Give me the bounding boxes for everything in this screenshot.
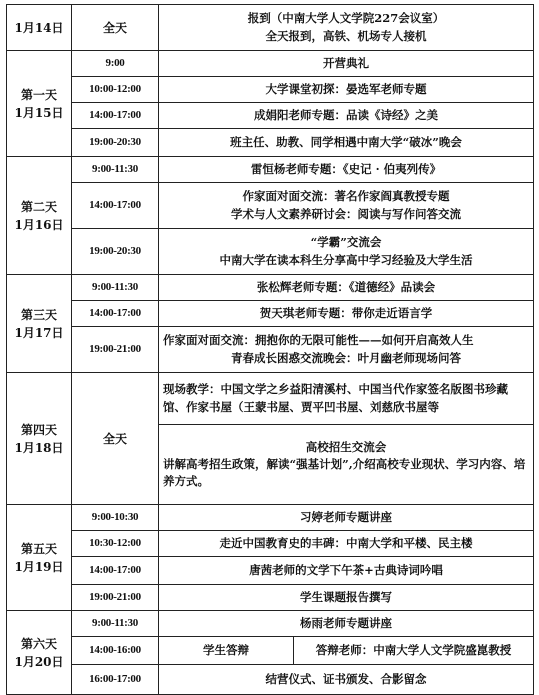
time-cell: 9:00-11:30 [72, 275, 159, 301]
schedule-row [7, 275, 534, 301]
time-cell: 19:00-20:30 [72, 129, 159, 157]
activity-line: 大学课堂初探：晏选军老师专题 [265, 81, 427, 96]
time-cell: 14:00-17:00 [72, 301, 159, 327]
schedule-row [7, 585, 534, 611]
schedule-row [7, 637, 534, 665]
day-cell [7, 611, 72, 695]
activity-cell [159, 557, 534, 585]
activity-cell [159, 505, 534, 531]
activity-cell [159, 77, 534, 103]
activity-cell [159, 275, 534, 301]
day-name: 第一天 [20, 87, 57, 102]
activity-line: 走近中国教育史的丰碑：中南大学和平楼、民主楼 [219, 535, 473, 550]
schedule-row [7, 229, 534, 275]
day-cell [7, 505, 72, 611]
schedule-row [7, 611, 534, 637]
time-cell: 19:00-20:30 [72, 229, 159, 275]
day-cell [7, 275, 72, 373]
schedule-row [7, 157, 534, 183]
day-name: 第四天 [20, 422, 57, 437]
day-cell [7, 5, 72, 51]
time-cell: 14:00-17:00 [72, 103, 159, 129]
activity-cell [159, 665, 534, 695]
activity-line: 习婷老师专题讲座 [300, 509, 392, 524]
time-cell: 14:00-17:00 [72, 557, 159, 585]
activity-line: 张松辉老师专题：《道德经》品读会 [256, 279, 436, 294]
time-cell: 9:00-11:30 [72, 157, 159, 183]
activity-line: 高校招生交流会 [305, 439, 387, 454]
activity-cell [159, 103, 534, 129]
day-date: 1月16日 [14, 217, 64, 232]
time-cell: 19:00-21:00 [72, 327, 159, 373]
activity-cell [159, 373, 534, 425]
schedule-row [7, 665, 534, 695]
day-name: 第六天 [20, 636, 57, 651]
schedule-row [7, 505, 534, 531]
day-date: 1月18日 [14, 440, 64, 455]
day-name: 第三天 [20, 307, 57, 322]
activity-cell-left: 学生答辩 [159, 637, 294, 665]
schedule-row [7, 373, 534, 425]
schedule-row [7, 557, 534, 585]
activity-cell [159, 157, 534, 183]
day-name: 第五天 [20, 541, 57, 556]
activity-line: 全天报到，高铁、机场专人接机 [265, 28, 427, 43]
schedule-row [7, 5, 534, 51]
schedule-row [7, 129, 534, 157]
activity-line: 唐茜老师的文学下午茶+古典诗词吟唱 [249, 562, 443, 577]
activity-line: 杨雨老师专题讲座 [300, 615, 392, 630]
time-cell: 9:00 [72, 51, 159, 77]
activity-line: 学术与人文素养研讨会：阅读与写作问答交流 [231, 206, 461, 221]
time-cell: 10:30-12:00 [72, 531, 159, 557]
activity-cell [159, 425, 534, 505]
day-date: 1月17日 [14, 325, 64, 340]
activity-line: 贺天琪老师专题：带你走近语言学 [259, 305, 433, 320]
schedule-row [7, 531, 534, 557]
schedule-table [6, 4, 534, 695]
activity-line: 作家面对面交流：拥抱你的无限可能性——如何开启高效人生 [163, 333, 474, 348]
activity-cell [159, 585, 534, 611]
activity-cell [159, 301, 534, 327]
time-cell: 16:00-17:00 [72, 665, 159, 695]
activity-cell [159, 229, 534, 275]
time-cell: 19:00-21:00 [72, 585, 159, 611]
schedule-row [7, 77, 534, 103]
day-date: 1月14日 [14, 20, 64, 35]
day-name: 第二天 [20, 199, 57, 214]
schedule-row [7, 51, 534, 77]
activity-line: 开营典礼 [323, 55, 369, 70]
activity-cell [159, 327, 534, 373]
activity-cell-right: 答辩老师：中南大学人文学院盛崑教授 [294, 637, 534, 665]
time-cell: 全天 [72, 373, 159, 505]
day-cell [7, 51, 72, 157]
day-date: 1月20日 [14, 654, 64, 669]
activity-cell [159, 51, 534, 77]
activity-line: 班主任、助教、同学相遇中南大学“破冰”晚会 [230, 134, 462, 149]
activity-line: 讲解高考招生政策，解读“强基计划”,介绍高校专业现状、学习内容、培养方式。 [163, 456, 526, 489]
time-cell: 14:00-16:00 [72, 637, 159, 665]
activity-line: 现场教学：中国文学之乡益阳清溪村、中国当代作家签名版图书珍藏馆、作家书屋（王蒙书屋、贾平凹书屋、刘慈欣书屋等 [163, 382, 508, 414]
activity-cell [159, 611, 534, 637]
time-cell: 14:00-17:00 [72, 183, 159, 229]
activity-cell [159, 183, 534, 229]
activity-line: 青春成长困惑交流晚会：叶月幽老师现场问答 [231, 350, 461, 365]
activity-line: 成娟阳老师专题：品读《诗经》之美 [254, 107, 438, 122]
activity-line: 学生课题报告撰写 [300, 589, 392, 604]
time-cell: 9:00-10:30 [72, 505, 159, 531]
activity-line: 中南大学在读本科生分享高中学习经验及大学生活 [219, 252, 473, 267]
schedule-row [7, 327, 534, 373]
activity-line: 结营仪式、证书颁发、合影留念 [265, 671, 427, 686]
activity-line: 报到（中南大学人文学院227会议室） [247, 11, 445, 26]
day-cell [7, 373, 72, 505]
day-cell [7, 157, 72, 275]
schedule-row [7, 103, 534, 129]
schedule-row [7, 183, 534, 229]
day-date: 1月15日 [14, 105, 64, 120]
activity-cell [159, 5, 534, 51]
time-cell: 全天 [72, 5, 159, 51]
day-date: 1月19日 [14, 559, 64, 574]
schedule-row [7, 301, 534, 327]
activity-cell [159, 531, 534, 557]
time-cell: 10:00-12:00 [72, 77, 159, 103]
activity-line: “学霸”交流会 [310, 235, 382, 250]
activity-cell [159, 129, 534, 157]
activity-line: 作家面对面交流：著名作家阎真教授专题 [242, 189, 450, 204]
activity-line: 雷恒杨老师专题：《史记 · 伯夷列传》 [250, 161, 442, 176]
time-cell: 9:00-11:30 [72, 611, 159, 637]
